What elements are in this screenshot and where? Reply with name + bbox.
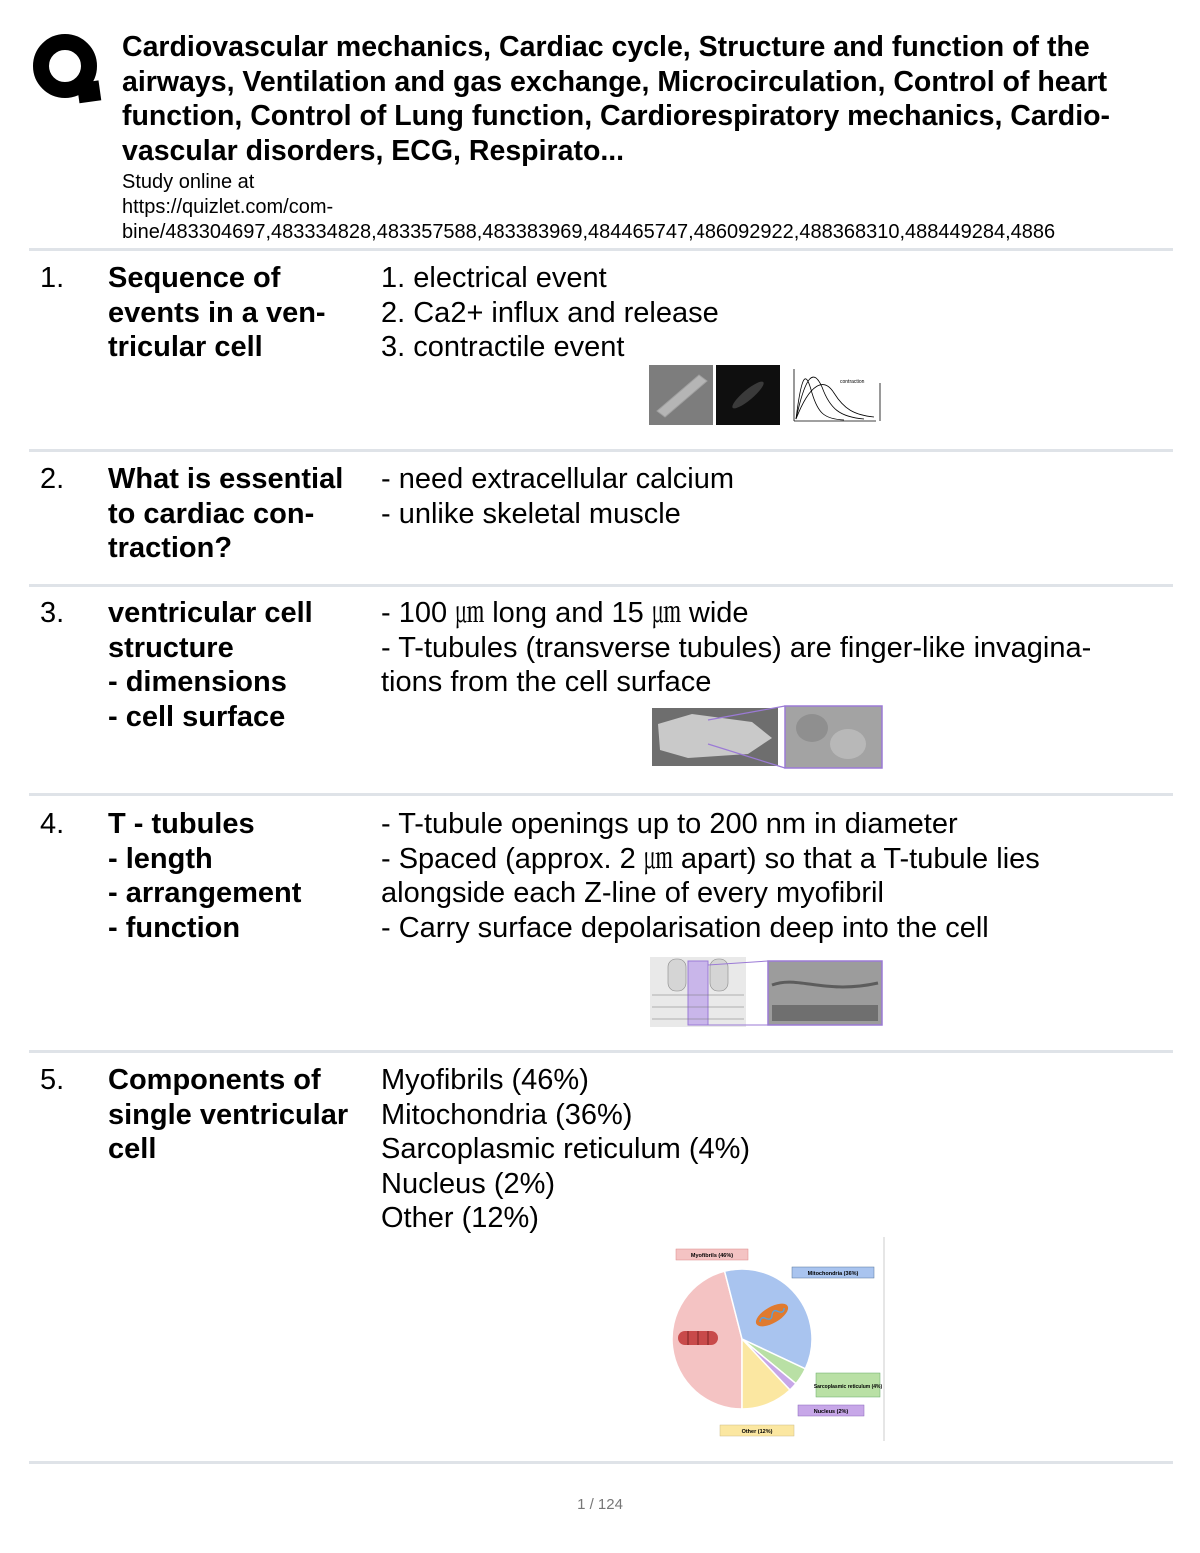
definition-line: - T-tubules (transverse tubules) are finger-like invagina- xyxy=(381,631,1092,664)
definition-line: - Spaced (approx. 2 ㎛ apart) so that a T-tubule lies xyxy=(381,842,1040,875)
definition-line: tions from the cell surface xyxy=(381,666,712,698)
term-line: to cardiac con- xyxy=(108,497,315,530)
study-url-line[interactable]: bine/483304697,483334828,483357588,483383969,484465747,486092922,488368310,488449284,4886 xyxy=(122,221,1056,243)
term-line: ventricular cell xyxy=(108,597,313,629)
card-definition xyxy=(381,1063,1181,1236)
definition-line: 2. Ca2+ influx and release xyxy=(381,296,719,329)
card-definition xyxy=(381,261,1181,365)
pie-label-other: Other (12%) xyxy=(741,1429,773,1435)
term-line: events in a ven- xyxy=(108,296,326,329)
card-number: 1. xyxy=(40,262,65,294)
pie-label-sarcoplasmic: Sarcoplasmic reticulum (4%) xyxy=(813,1384,883,1390)
card-term xyxy=(108,596,376,734)
quizlet-logo-icon xyxy=(30,30,104,106)
pie-label-nucleus: Nucleus (2%) xyxy=(813,1409,849,1415)
term-line: tricular cell xyxy=(108,331,263,363)
study-label: Study online at xyxy=(122,171,255,193)
term-line: - cell surface xyxy=(108,700,286,733)
card-number: 4. xyxy=(40,808,65,840)
card-term xyxy=(108,807,376,945)
term-line: - length xyxy=(108,842,213,875)
divider xyxy=(29,248,1173,251)
divider xyxy=(29,584,1173,587)
t-tubule-diagram xyxy=(648,945,884,1029)
definition-line: - T-tubule openings up to 200 nm in diameter xyxy=(381,808,958,840)
card-definition xyxy=(381,462,1181,531)
term-line: T - tubules xyxy=(108,808,255,840)
calcium-fluorescence-image xyxy=(716,365,780,425)
deck-title xyxy=(122,30,1200,168)
ventricular-cell-micrograph xyxy=(652,704,884,770)
page-number: 1 / 124 xyxy=(577,1496,623,1513)
definition-line: alongside each Z-line of every myofibril xyxy=(381,877,884,909)
pie-label-myofibrils: Myofibrils (46%) xyxy=(690,1253,734,1259)
myofibril-icon xyxy=(678,1331,718,1345)
plot-label: contraction xyxy=(840,379,865,385)
divider xyxy=(29,1461,1173,1464)
card-number: 3. xyxy=(40,597,65,629)
page-header xyxy=(0,0,1200,246)
study-url-line[interactable]: https://quizlet.com/com- xyxy=(122,196,334,218)
pie-label-mitochondria: Mitochondria (36%) xyxy=(807,1271,859,1277)
divider xyxy=(29,793,1173,796)
definition-line: Other (12%) xyxy=(381,1202,539,1234)
title-line: airways, Ventilation and gas exchange, Microcirculation, Control of heart xyxy=(122,65,1108,98)
term-line: single ventricular xyxy=(108,1098,349,1131)
definition-line: - Carry surface depolarisation deep into the cell xyxy=(381,911,989,944)
term-line: - function xyxy=(108,911,241,944)
card-definition xyxy=(381,807,1181,945)
card-term xyxy=(108,1063,376,1167)
definition-line: Nucleus (2%) xyxy=(381,1167,556,1200)
definition-line: Myofibrils (46%) xyxy=(381,1064,589,1096)
term-line: Components of xyxy=(108,1064,321,1096)
study-online-note xyxy=(122,170,1055,245)
card-term xyxy=(108,261,376,365)
card-definition xyxy=(381,596,1181,700)
definition-line: 3. contractile event xyxy=(381,331,625,363)
divider xyxy=(29,1050,1173,1053)
contraction-trace-plot xyxy=(784,363,888,431)
card-term xyxy=(108,462,376,566)
divider xyxy=(29,449,1173,452)
term-line: - dimensions xyxy=(108,666,287,698)
definition-line: - unlike skeletal muscle xyxy=(381,497,681,530)
cell-micrograph-image xyxy=(649,365,713,425)
definition-line: - need extracellular calcium xyxy=(381,463,734,495)
term-line: - arrangement xyxy=(108,877,302,909)
definition-line: 1. electrical event xyxy=(381,262,607,294)
term-line: cell xyxy=(108,1133,157,1165)
definition-line: Sarcoplasmic reticulum (4%) xyxy=(381,1133,751,1165)
term-line: Sequence of xyxy=(108,262,281,294)
title-line: vascular disorders, ECG, Respirato... xyxy=(122,134,625,167)
definition-line: Mitochondria (36%) xyxy=(381,1098,633,1131)
title-line: Cardiovascular mechanics, Cardiac cycle, Structure and function of the xyxy=(122,31,1090,63)
card-number: 5. xyxy=(40,1064,65,1096)
cell-components-pie-diagram xyxy=(668,1235,888,1443)
title-line: function, Control of Lung function, Cardiorespiratory mechanics, Cardio- xyxy=(122,100,1111,132)
term-line: traction? xyxy=(108,532,233,564)
term-line: What is essential xyxy=(108,463,344,495)
term-line: structure xyxy=(108,631,234,664)
definition-line: - 100 ㎛ long and 15 ㎛ wide xyxy=(381,597,749,629)
card-number: 2. xyxy=(40,463,65,495)
